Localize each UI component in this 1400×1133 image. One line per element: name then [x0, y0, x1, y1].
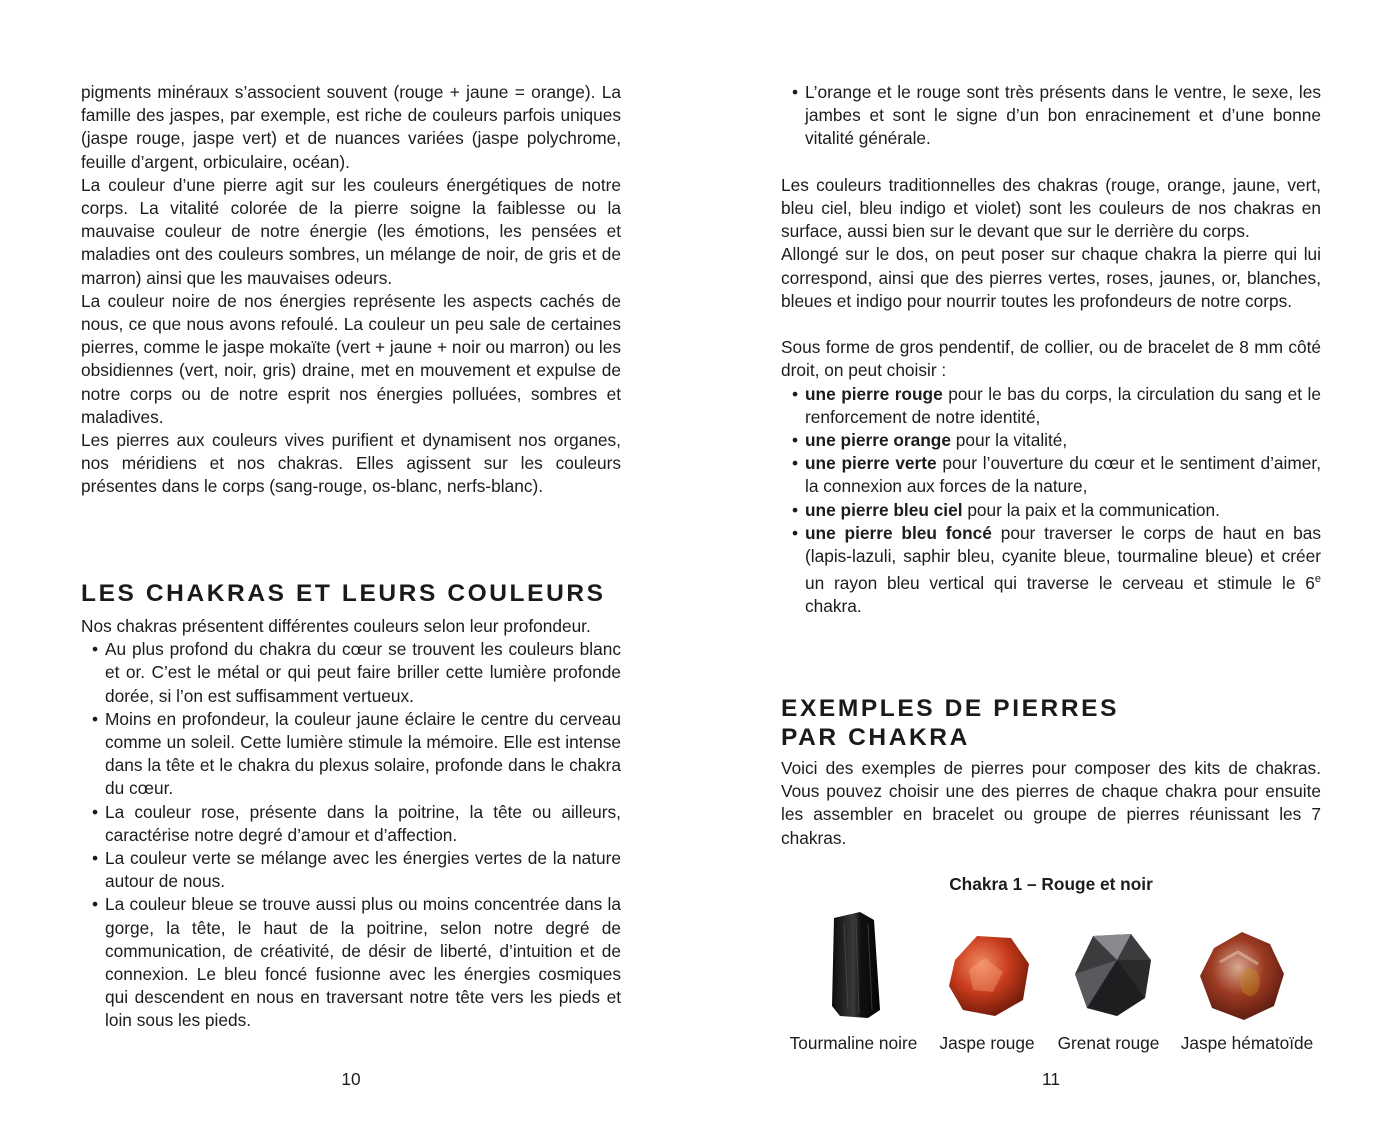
list-item: • une pierre bleu foncé pour traverser le corps de haut en bas (lapis-lazuli, saphir bleu, cyanite bleue, tourmaline bleue) et créer un rayon bleu vertical qui traverse le cerveau et stimule le 6e chakra.	[781, 522, 1321, 619]
stone-label: Tourmaline noire	[789, 1033, 918, 1053]
list-item: • une pierre rouge pour le bas du corps, la circulation du sang et le renforcement de notre identité,	[781, 383, 1321, 429]
red-garnet-icon	[1069, 930, 1159, 1018]
paragraph: La couleur d’une pierre agit sur les couleurs énergétiques de notre corps. La vitalité colorée de la pierre soigne la faiblesse ou la mauvaise couleur de notre énergie (les émotions, les pensées et maladies ont des couleurs sombres, un mélange de noir, de gris et de marron) ainsi que les mauvaises odeurs.	[81, 174, 621, 288]
stone-label: Jaspe rouge	[939, 1033, 1035, 1053]
list-item: • une pierre verte pour l’ouverture du cœur et le sentiment d’aimer, la connexion aux forces de la nature,	[781, 452, 1321, 498]
right-top-text	[781, 81, 1321, 618]
paragraph: Les pierres aux couleurs vives purifient et dynamisent nos organes, nos méridiens et nos chakras. Elles agissent sur les couleurs présentes dans le corps (sang-rouge, os-blanc, nerfs-blanc).	[81, 430, 621, 497]
list-item: • une pierre bleu ciel pour la paix et la communication.	[781, 499, 1321, 522]
list-item: • La couleur verte se mélange avec les énergies vertes de la nature autour de nous.	[81, 847, 621, 893]
black-tourmaline-icon	[821, 910, 891, 1020]
list-item: • une pierre orange pour la vitalité,	[781, 429, 1321, 452]
section-heading-line-1: EXEMPLES DE PIERRES	[781, 695, 1120, 722]
page-number: 11	[1042, 1069, 1060, 1089]
page-number: 10	[341, 1069, 361, 1089]
hematoid-jasper-icon	[1197, 928, 1287, 1022]
section-intro: Voici des exemples de pierres pour composer des kits de chakras. Vous pouvez choisir une des pierres de chaque chakra pour ensuite les assembler en bracelet ou groupe de pierres réunissant les 7 chakras.	[781, 758, 1321, 848]
list-item: • La couleur bleue se trouve aussi plus ou moins concentrée dans la gorge, la tête, le haut de la poitrine, selon notre degré de communication, de créativité, de désir de liberté, d’intuition et de connexion. Le bleu foncé fusionne avec les énergies cosmiques qui descendent en nous en traversant notre tête vers les pieds et loin sous les pieds.	[81, 893, 621, 1032]
paragraph: pigments minéraux s’associent souvent (rouge + jaune = orange). La famille des jaspes, par exemple, est riche de couleurs parfois uniques (jaspe rouge, jaspe vert) et de nuances variées (jaspe polychrome, feuille d’argent, orbiculaire, océan).	[81, 82, 621, 172]
right-page	[781, 0, 1321, 1133]
intro-text	[81, 81, 621, 499]
red-jasper-icon	[944, 930, 1034, 1020]
list-item: • L’orange et le rouge sont très présents dans le ventre, le sexe, les jambes et sont le signe d’un bon enracinement et d’une bonne vitalité générale.	[781, 81, 1321, 151]
section-heading-line-2: PAR CHAKRA	[781, 724, 970, 751]
paragraph: Sous forme de gros pendentif, de collier, ou de bracelet de 8 mm côté droit, on peut choisir :	[781, 337, 1321, 381]
list-item: • Moins en profondeur, la couleur jaune éclaire le centre du cerveau comme un soleil. Cette lumière stimule la mémoire. Elle est intense dans la tête et le chakra du plexus solaire, profonde dans le chakra du cœur.	[81, 708, 621, 801]
stone-label: Grenat rouge	[1057, 1033, 1160, 1053]
left-page	[81, 0, 621, 1133]
stone-choice-list	[781, 383, 1321, 619]
stone-label: Jaspe hématoïde	[1180, 1033, 1314, 1053]
chakras-section	[81, 579, 621, 1033]
list-item: • Au plus profond du chakra du cœur se trouvent les couleurs blanc et or. C’est le métal or qui peut faire briller cette lumière profonde dorée, si l’on est suffisamment vertueux.	[81, 638, 621, 708]
examples-section	[781, 694, 1321, 850]
color-bullet-list	[81, 638, 621, 1032]
section-heading: LES CHAKRAS ET LEURS COULEURS	[81, 580, 606, 607]
list-item: • La couleur rose, présente dans la poitrine, la tête ou ailleurs, caractérise notre degré d’amour et d’affection.	[81, 801, 621, 847]
paragraph: La couleur noire de nos énergies représente les aspects cachés de nous, ce que nous avons refoulé. La couleur un peu sale de certaines pierres, comme le jaspe mokaïte (vert + jaune + noir ou marron) ou les obsidiennes (vert, noir, gris) draine, met en mouvement et expulse de notre corps ou de notre esprit nos énergies polluées, sombres et maladives.	[81, 290, 621, 427]
paragraph: Allongé sur le dos, on peut poser sur chaque chakra la pierre qui lui correspond, ainsi que des pierres vertes, roses, jaunes, or, blanches, bleues et indigo pour nourrir toutes les profondeurs de notre corps.	[781, 244, 1321, 311]
section-intro: Nos chakras présentent différentes couleurs selon leur profondeur.	[81, 616, 591, 636]
chakra-title: Chakra 1 – Rouge et noir	[949, 874, 1153, 894]
paragraph: Les couleurs traditionnelles des chakras (rouge, orange, jaune, vert, bleu ciel, bleu indigo et violet) sont les couleurs de nos chakras en surface, aussi bien sur le devant que sur le derrière du corps.	[781, 174, 1321, 242]
